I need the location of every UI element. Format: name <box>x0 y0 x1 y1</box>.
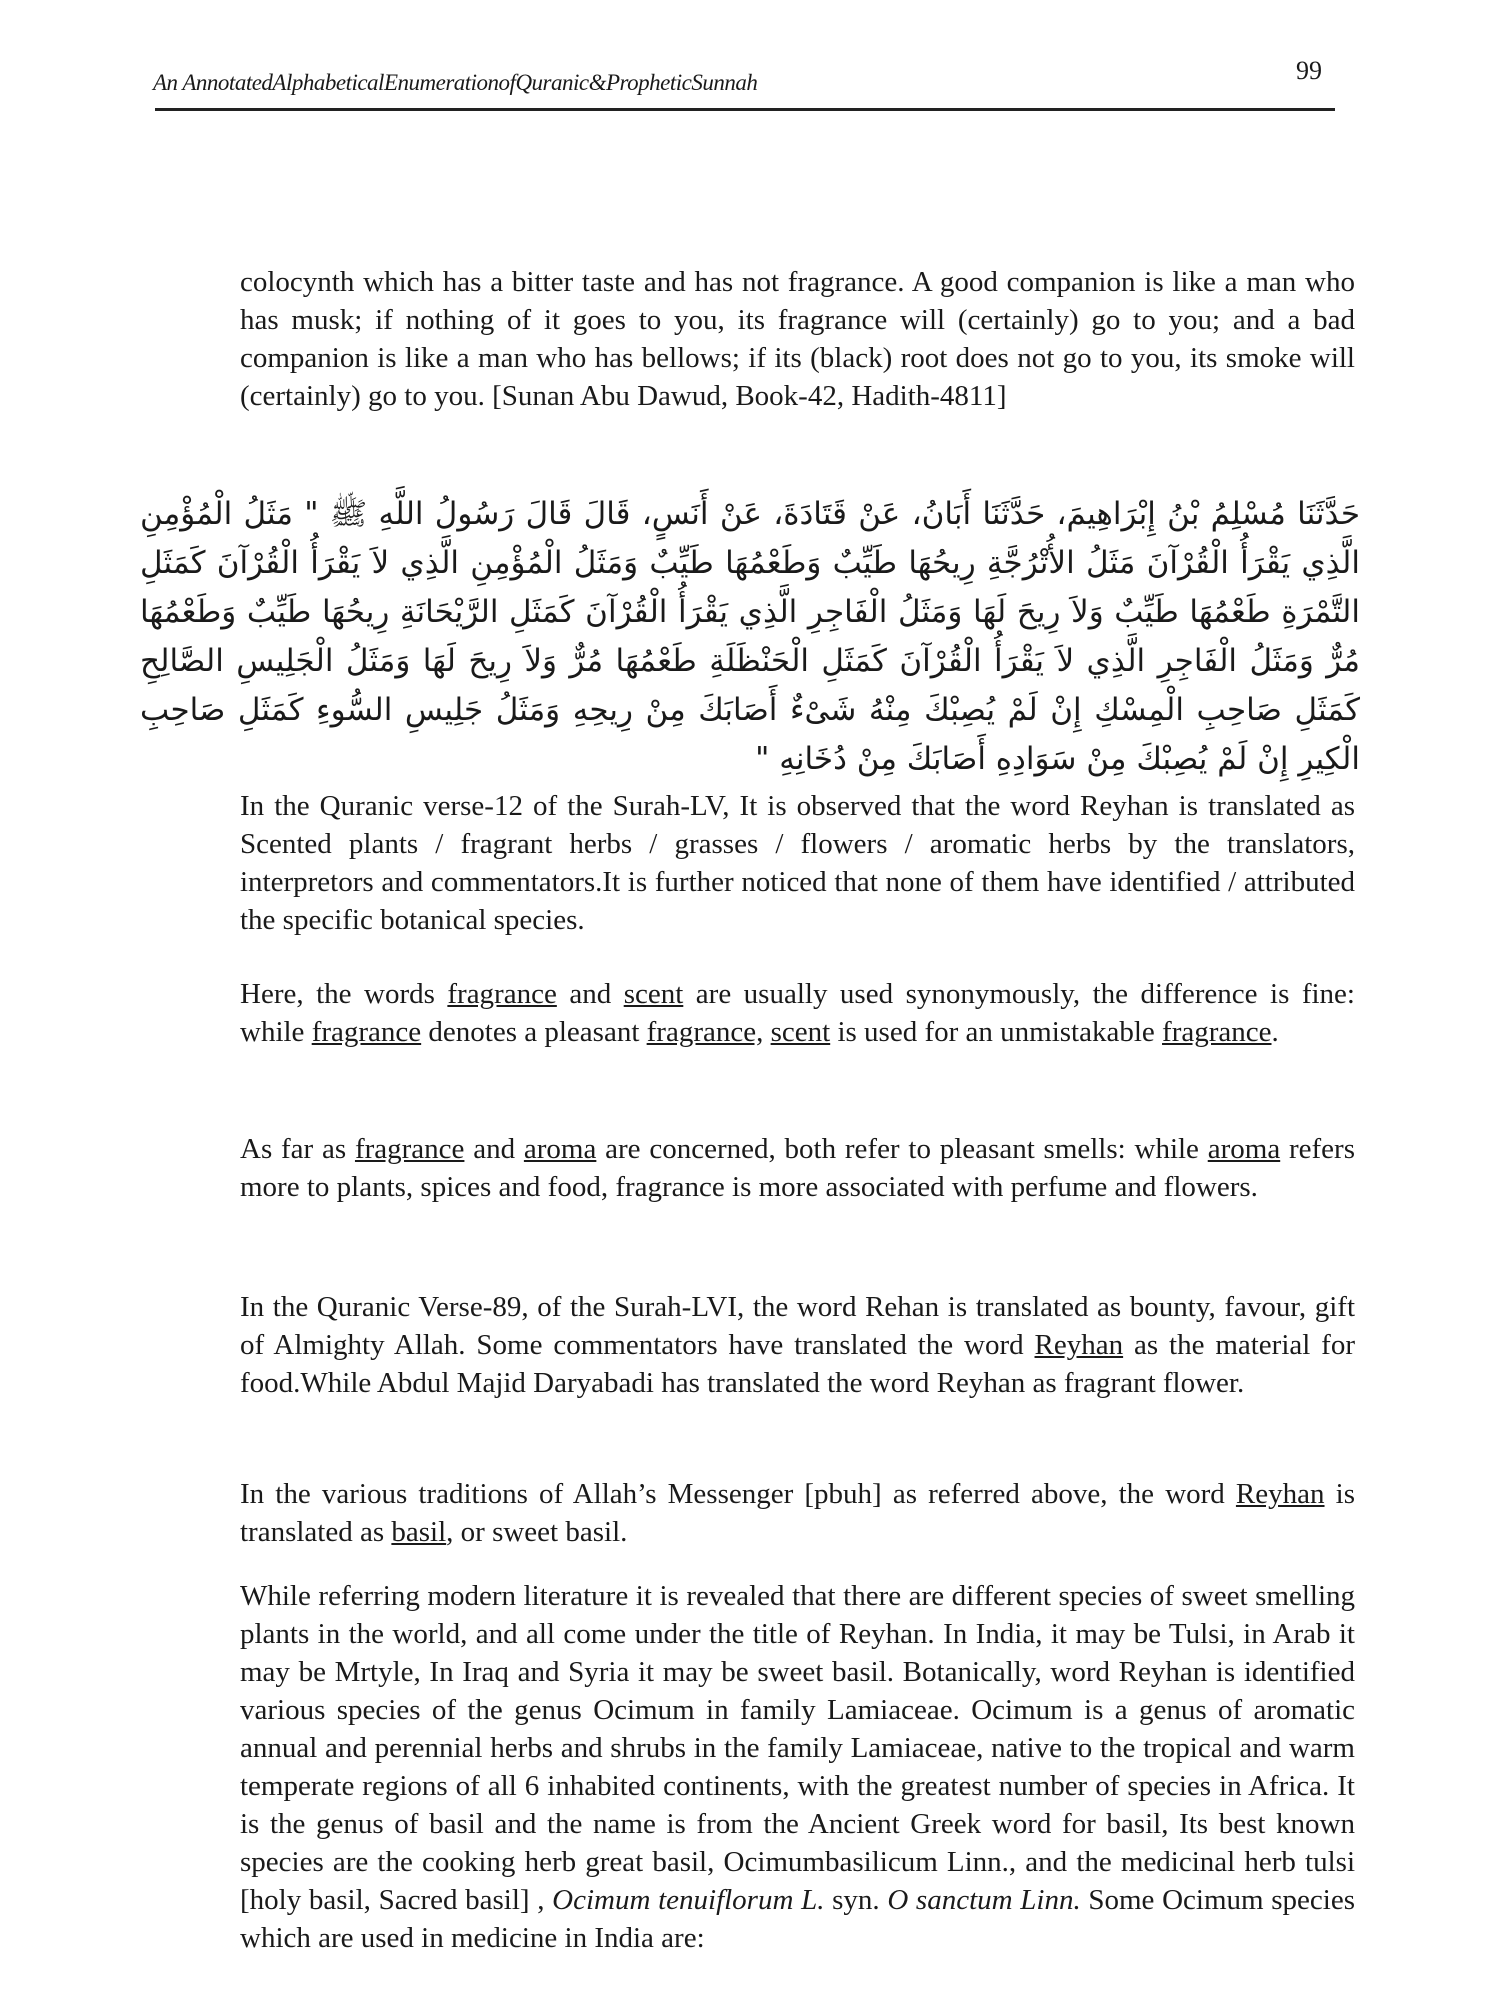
text-run: . <box>1271 1016 1279 1048</box>
paragraph-fragrance-scent <box>240 975 1355 1051</box>
paragraph-reyhan-verse-12: In the Quranic verse-12 of the Surah-LV, It is observed that the word Reyhan is translated as Scented plants / fragrant herbs / grasses / flowers / aromatic herbs by the translators, interpretors and commentators.It is further noticed that none of them have identified / attributed the specific botanical species. <box>240 790 1355 936</box>
underlined-word: aroma <box>1207 1133 1281 1165</box>
underlined-word: Reyhan <box>1235 1478 1325 1510</box>
page-number: 99 <box>1296 56 1322 85</box>
underlined-word: aroma <box>523 1133 597 1165</box>
underlined-word: fragrance <box>354 1133 465 1165</box>
header-rule <box>155 108 1335 111</box>
paragraph-fragrance-aroma <box>240 1130 1355 1206</box>
underlined-word: fragrance <box>311 1016 422 1048</box>
underlined-word: scent <box>623 978 684 1010</box>
paragraph-traditions-basil <box>240 1475 1355 1551</box>
text-run: are concerned, both refer to pleasant smells: while <box>596 1133 1208 1165</box>
paragraph-rehan-verse-89 <box>240 1288 1355 1402</box>
text-run: is translated as <box>240 1478 1355 1548</box>
underlined-word: scent <box>770 1016 831 1048</box>
text-run: As far as <box>240 1133 355 1165</box>
text-run: are usually used synonymously, the difference is fine: while <box>240 978 1355 1048</box>
running-header-title: An AnnotatedAlphabeticalEnumerationofQuranic&PropheticSunnah <box>153 70 758 95</box>
italic-species-name: Ocimum tenuiflorum L. <box>552 1884 825 1916</box>
text-run: and <box>464 1133 524 1165</box>
text-run: In the various traditions of Allah’s Messenger [pbuh] as referred above, the word <box>240 1478 1236 1510</box>
underlined-word: basil <box>391 1516 447 1548</box>
underlined-word: fragrance <box>447 978 557 1010</box>
italic-species-name: O sanctum Linn. <box>887 1884 1081 1916</box>
underlined-word: Reyhan <box>1034 1329 1124 1361</box>
text-run: Here, the words <box>240 978 448 1010</box>
text-run <box>763 1016 770 1048</box>
arabic-hadith-text: حَدَّثَنَا مُسْلِمُ بْنُ إِبْرَاهِيمَ، حَدَّثَنَا أَبَانُ، عَنْ قَتَادَةَ، عَنْ أَنَسٍ، قَالَ قَالَ رَسُولُ اللَّهِ ﷺ " مَثَلُ الْمُؤْمِنِ الَّذِي يَقْرَأُ الْقُرْآنَ مَثَلُ الأُتْرُجَّةِ رِيحُهَا طَيِّبٌ وَطَعْمُهَا طَيِّبٌ وَمَثَلُ الْمُؤْمِنِ الَّذِي لاَ يَقْرَأُ الْقُرْآنَ كَمَثَلِ التَّمْرَةِ طَعْمُهَا طَيِّبٌ وَلاَ رِيحَ لَهَا وَمَثَلُ الْفَاجِرِ الَّذِي يَقْرَأُ الْقُرْآنَ كَمَثَلِ الرَّيْحَانَةِ رِيحُهَا طَيِّبٌ وَطَعْمُهَا مُرٌّ وَمَثَلُ الْفَاجِرِ الَّذِي لاَ يَقْرَأُ الْقُرْآنَ كَمَثَلِ الْحَنْظَلَةِ طَعْمُهَا مُرٌّ وَلاَ رِيحَ لَهَا وَمَثَلُ الْجَلِيسِ الصَّالِحِ كَمَثَلِ صَاحِبِ الْمِسْكِ إِنْ لَمْ يُصِبْكَ مِنْهُ شَىْءٌ أَصَابَكَ مِنْ رِيحِهِ وَمَثَلُ جَلِيسِ السُّوءِ كَمَثَلِ صَاحِبِ الْكِيرِ إِنْ لَمْ يُصِبْكَ مِنْ سَوَادِهِ أَصَابَكَ مِنْ دُخَانِهِ " <box>140 496 1360 777</box>
text-run: , or sweet basil. <box>446 1516 628 1548</box>
paragraph-hadith-translation: colocynth which has a bitter taste and has not fragrance. A good companion is like a man who has musk; if nothing of it goes to you, its fragrance will (certainly) go to you; and a bad companion is like a man who has bellows; if its (black) root does not go to you, its smoke will (certainly) go to you. [Sunan Abu Dawud, Book-42, Hadith-4811] <box>240 266 1355 412</box>
paragraph-ocimum-species <box>240 1577 1355 1957</box>
text-run: is used for an unmistakable <box>830 1016 1163 1048</box>
underlined-word: fragrance, <box>646 1016 764 1048</box>
underlined-word: fragrance <box>1162 1016 1272 1048</box>
text-run: refers more to plants, spices and food, fragrance is more associated with perfume and flowers. <box>240 1133 1355 1203</box>
text-run: In the Quranic Verse-89, of the Surah-LVI, the word Rehan is translated as bounty, favour, gift of Almighty Allah. Some commentators have translated the word <box>240 1291 1355 1361</box>
text-run: as the material for food.While Abdul Majid Daryabadi has translated the word Reyhan as fragrant flower. <box>240 1329 1356 1399</box>
text-run: syn. <box>824 1884 888 1916</box>
text-run: and <box>556 978 624 1010</box>
text-run: Some Ocimum species which are used in medicine in India are: <box>240 1884 1355 1954</box>
text-run: While referring modern literature it is revealed that there are different species of sweet smelling plants in the world, and all come under the title of Reyhan. In India, it may be Tulsi, in Arab it may be Mrtyle, In Iraq and Syria it may be sweet basil. Botanically, word Reyhan is identified various species of the genus Ocimum in family Lamiaceae. Ocimum is a genus of aromatic annual and perennial herbs and shrubs in the family Lamiaceae, native to the tropical and warm temperate regions of all 6 inhabited continents, with the greatest number of species in Africa. It is the genus of basil and the name is from the Ancient Greek word for basil, Its best known species are the cooking herb great basil, Ocimumbasilicum Linn., and the medicinal herb tulsi [holy basil, Sacred basil] , <box>240 1580 1355 1916</box>
text-run: denotes a pleasant <box>421 1016 647 1048</box>
